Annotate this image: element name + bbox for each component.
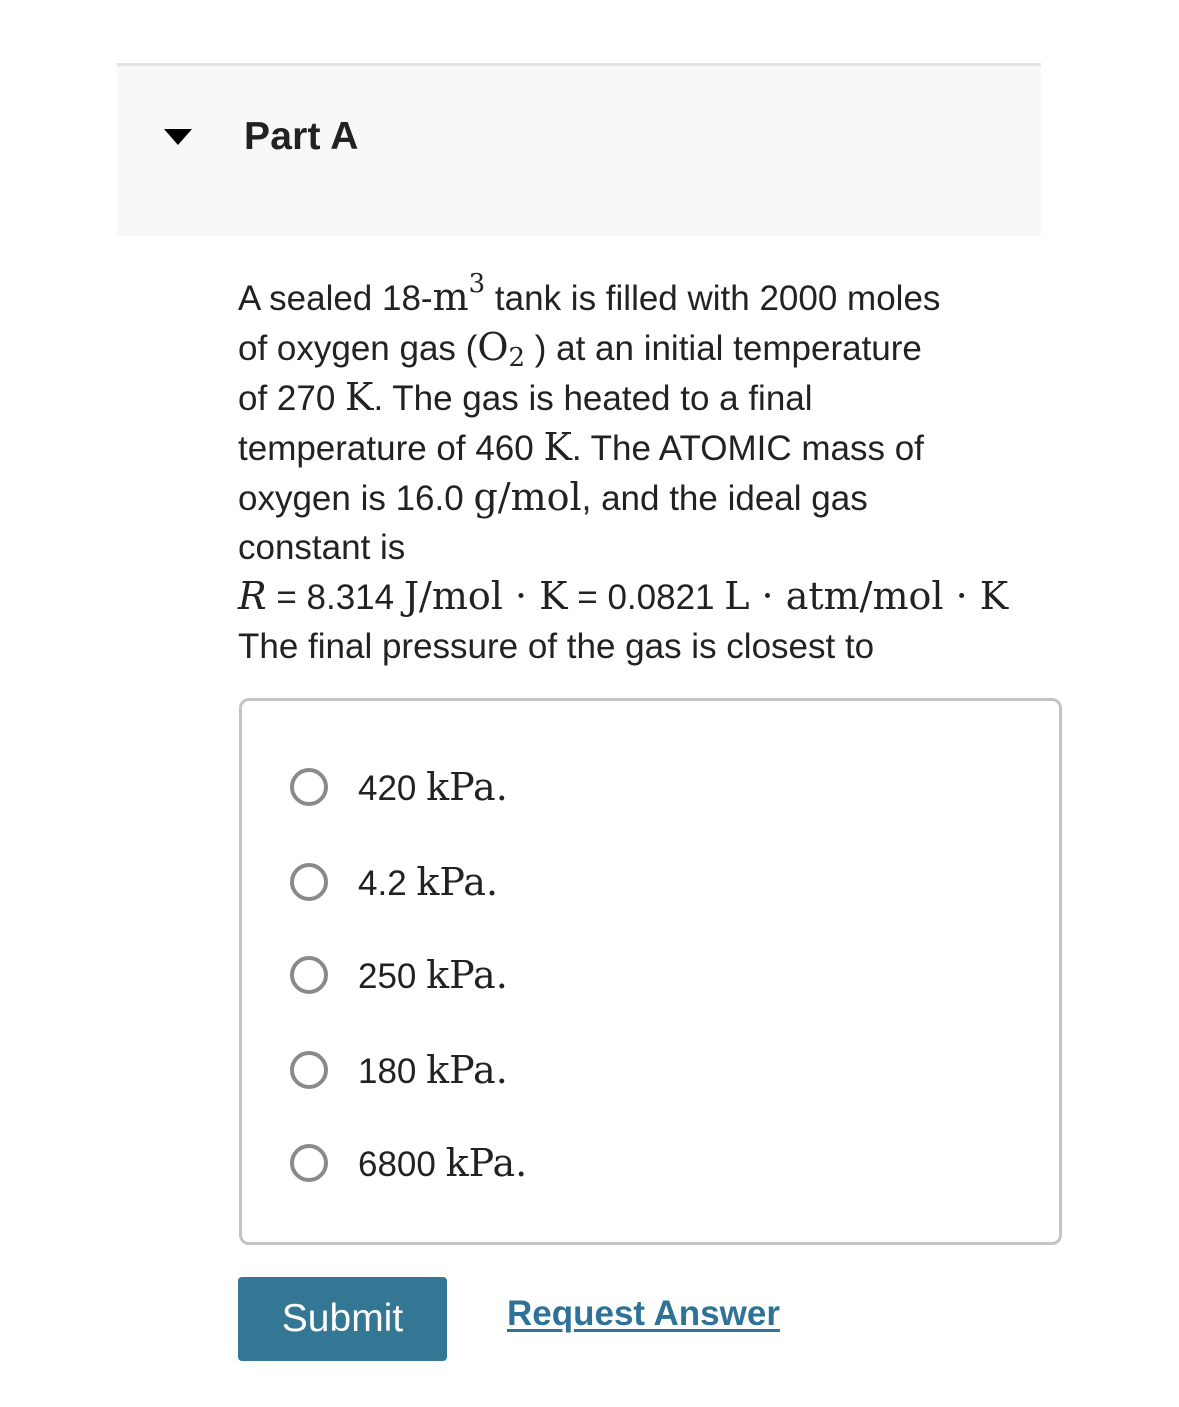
part-title: Part A (244, 115, 359, 158)
part-header[interactable] (117, 63, 1041, 236)
caret-down-icon[interactable] (164, 129, 192, 145)
request-answer-link[interactable]: Request Answer (507, 1294, 780, 1333)
choice-option[interactable] (290, 1138, 527, 1188)
question-line-2: of oxygen gas ($O_2$ ) at an initial temperature (238, 325, 922, 373)
answer-choices (239, 698, 1062, 1245)
question-line-1: A sealed $18-m^3$ tank is filled with 2000 moles (238, 269, 941, 319)
submit-button[interactable]: Submit (238, 1277, 447, 1361)
choice-label: 6800 kPa. (358, 1141, 528, 1185)
choice-option[interactable] (290, 950, 508, 1000)
choice-label: 250 kPa. (358, 953, 508, 997)
radio-button[interactable] (290, 1051, 328, 1089)
question-line-6: constant is (238, 528, 406, 567)
radio-button[interactable] (290, 1144, 328, 1182)
choice-option[interactable] (290, 762, 508, 812)
radio-button[interactable] (290, 956, 328, 994)
question-line-3: of 270 K. The gas is heated to a final (238, 375, 813, 419)
choice-label: 4.2 kPa. (358, 860, 499, 904)
question-text (238, 269, 1138, 671)
choice-option[interactable] (290, 857, 498, 907)
choice-option[interactable] (290, 1045, 508, 1095)
radio-button[interactable] (290, 863, 328, 901)
choice-label: 180 kPa. (358, 1048, 508, 1092)
choice-label: 420 kPa. (358, 765, 508, 809)
question-prompt: The final pressure of the gas is closest to (238, 627, 875, 666)
radio-button[interactable] (290, 768, 328, 806)
question-formula: R = 8.314 J/mol · K = 0.0821 L · atm/mol · K (238, 574, 1009, 618)
question-line-4: temperature of 460 K. The ATOMIC mass of (238, 425, 924, 469)
question-line-5: oxygen is 16.0 g/mol, and the ideal gas (238, 475, 868, 519)
